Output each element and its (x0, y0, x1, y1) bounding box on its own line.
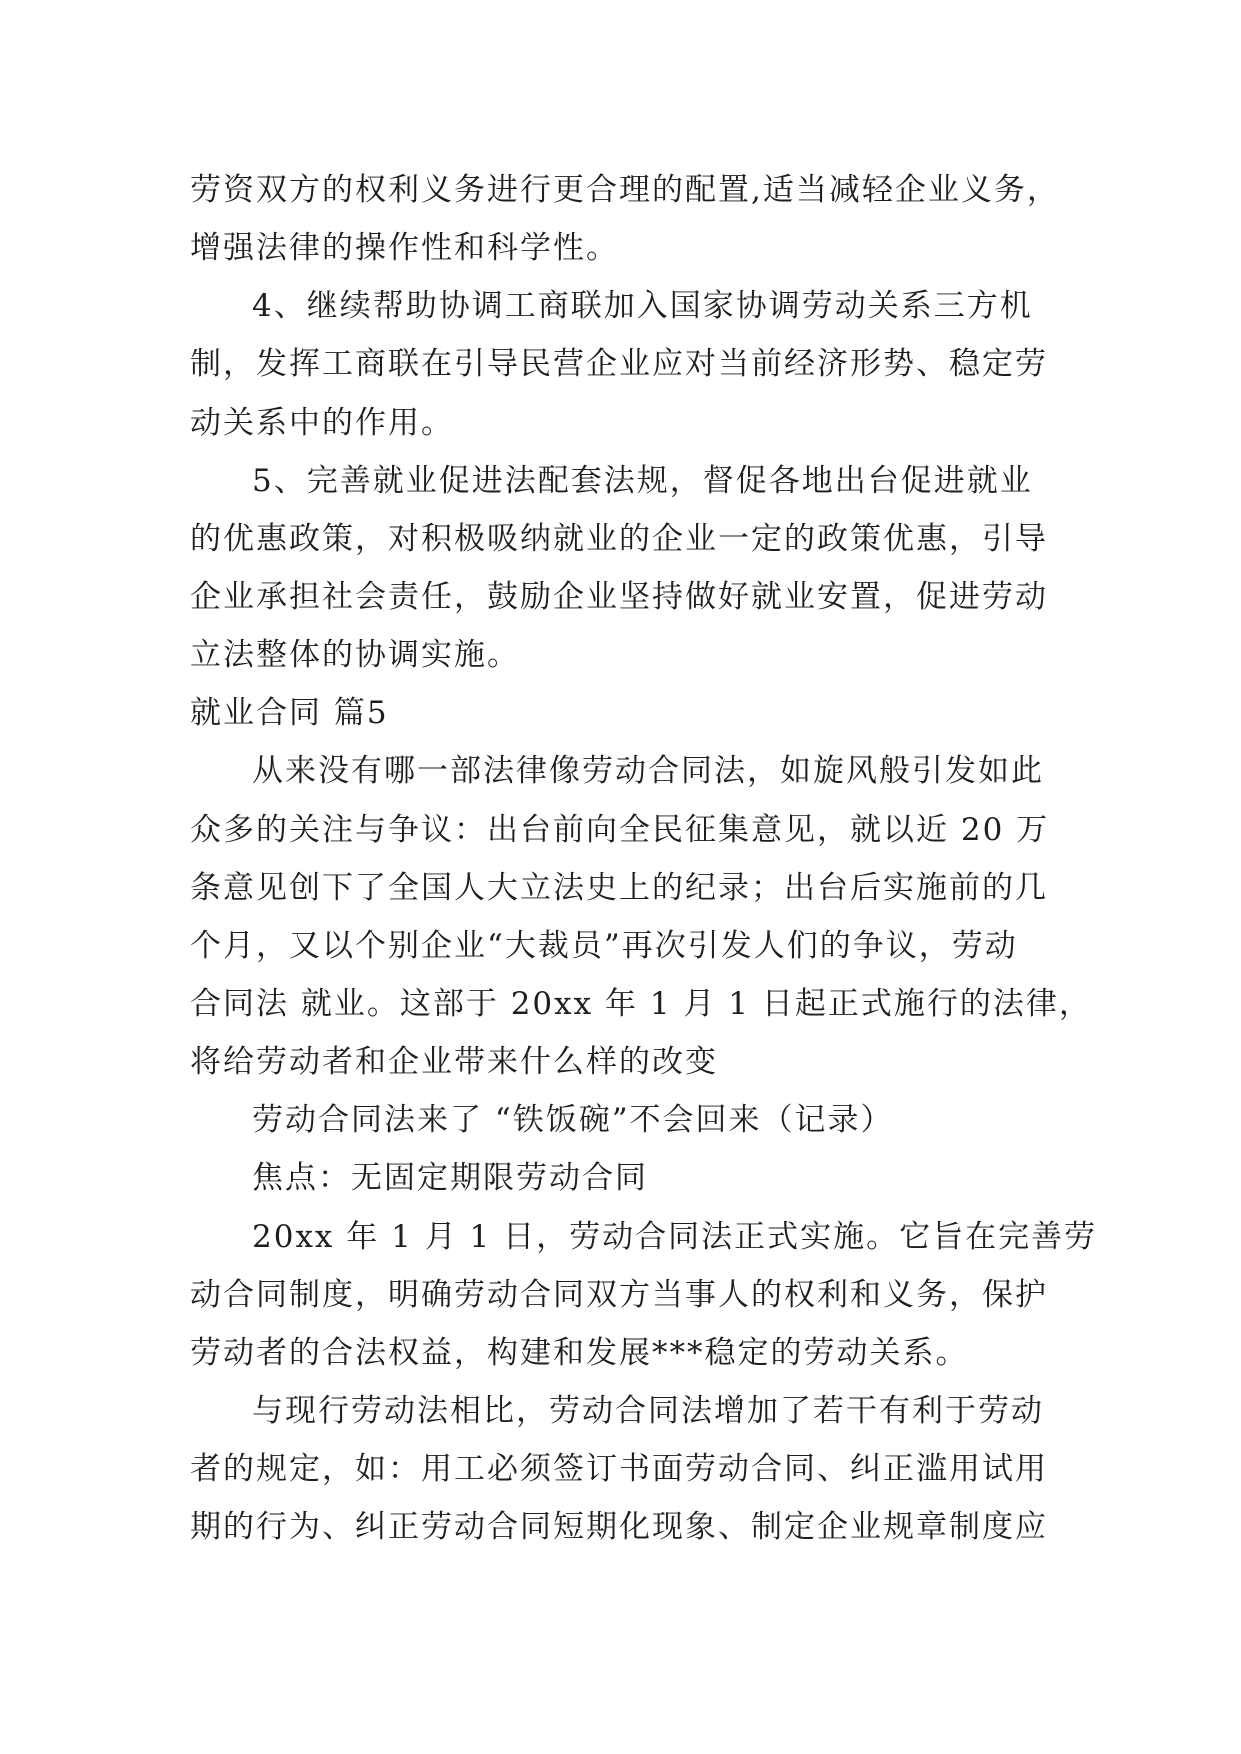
text-line: 动关系中的作用。 (190, 404, 454, 441)
text-line: 期的行为、纠正劳动合同短期化现象、制定企业规章制度应 (190, 1509, 1048, 1546)
text-line: 劳动者的合法权益，构建和发展***稳定的劳动关系。 (190, 1334, 969, 1371)
paragraph-item-4 (190, 277, 1090, 451)
text-line: 劳动合同法来了 “铁饭碗”不会回来（记录） (252, 1102, 894, 1139)
paragraph-intro (190, 742, 1090, 1091)
text-line: 从来没有哪一部法律像劳动合同法，如旋风般引发如此 (252, 753, 1044, 790)
text-line: 20xx 年 1 月 1 日，劳动合同法正式实施。它旨在完善劳 (252, 1218, 1098, 1255)
paragraph-comparison (190, 1382, 1090, 1556)
text-line: 劳资双方的权利义务进行更合理的配置,适当减轻企业义务， (190, 172, 1060, 208)
section-heading-text: 就业合同 篇5 (190, 695, 389, 732)
text-line: 合同法 就业。这部于 20xx 年 1 月 1 日起正式施行的法律， (190, 985, 1092, 1022)
paragraph-item-5 (190, 452, 1090, 685)
paragraph-implementation (190, 1208, 1098, 1382)
paragraph-focus (190, 1149, 1090, 1207)
text-line: 与现行劳动法相比，劳动合同法增加了若干有利于劳动 (252, 1392, 1044, 1429)
text-line: 5、完善就业促进法配套法规，督促各地出台促进就业 (252, 462, 1033, 499)
text-line: 的优惠政策，对积极吸纳就业的企业一定的政策优惠，引导 (190, 520, 1048, 557)
paragraph-continued (190, 161, 1090, 277)
paragraph-subtitle (190, 1091, 1090, 1149)
text-line: 条意见创下了全国人大立法史上的纪录；出台后实施前的几 (190, 869, 1048, 906)
text-line: 将给劳动者和企业带来什么样的改变 (190, 1044, 718, 1081)
text-line: 立法整体的协调实施。 (190, 637, 520, 674)
text-line: 制，发挥工商联在引导民营企业应对当前经济形势、稳定劳 (190, 346, 1048, 383)
text-line: 动合同制度，明确劳动合同双方当事人的权利和义务，保护 (190, 1276, 1048, 1313)
text-line: 众多的关注与争议：出台前向全民征集意见，就以近 20 万 (190, 811, 1050, 848)
text-line: 个月，又以个别企业“大裁员”再次引发人们的争议，劳动 (190, 927, 1018, 964)
document-body (190, 161, 1098, 1556)
text-line: 4、继续帮助协调工商联加入国家协调劳动关系三方机 (252, 288, 1033, 325)
text-line: 焦点：无固定期限劳动合同 (252, 1160, 648, 1197)
text-line: 企业承担社会责任，鼓励企业坚持做好就业安置，促进劳动 (190, 578, 1048, 615)
text-line: 增强法律的操作性和科学性。 (190, 230, 619, 267)
text-line: 者的规定，如：用工必须签订书面劳动合同、纠正滥用试用 (190, 1451, 1048, 1488)
section-heading (190, 684, 1090, 742)
